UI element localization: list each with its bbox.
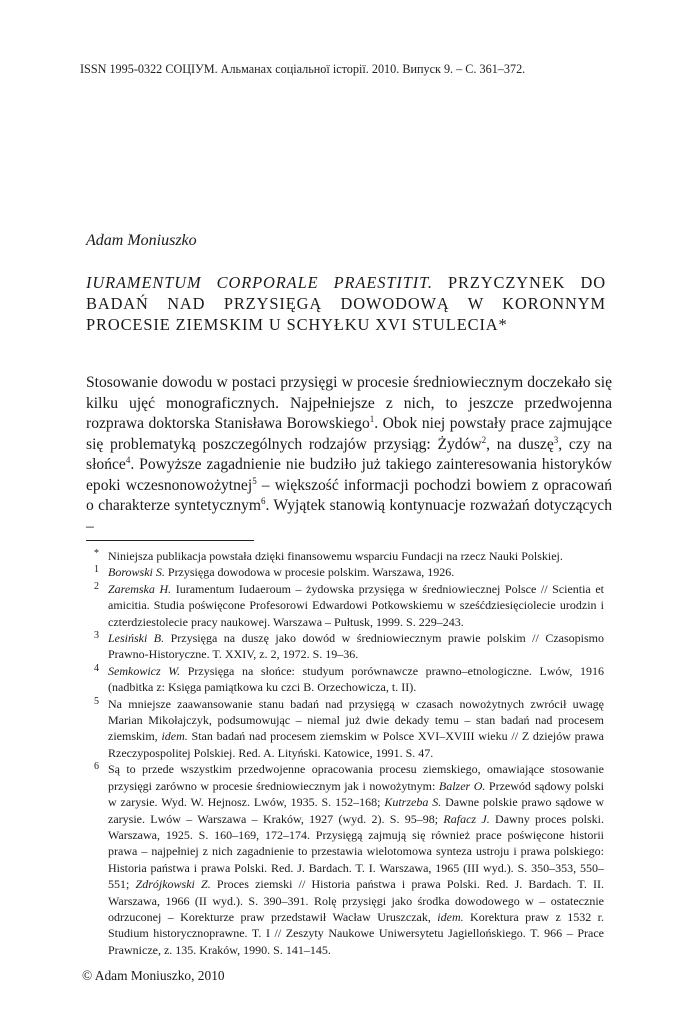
footnote-text: Iuramentum Iudaeroum – żydowska przysięga w średniowiecznej Polsce // Scientia et amicitia. Studia poświęcone Profesorowi Edwardowi Potkowskiemu w sześćdziesięciolecie urodzin i czterdziestolecie pracy naukowej. Warszawa – Pułtusk, 1999. S. 229–243.	[108, 581, 604, 629]
footnote-1	[92, 564, 604, 580]
footnote-star	[92, 548, 604, 564]
footnote-author: Balzer O.	[438, 778, 486, 793]
footnote-ref-4[interactable]: 4	[125, 454, 131, 465]
body-span: . Obok niej powstały prace zajmujące się problematyką poszczególnych rodzajów przysiąg: Żydów	[86, 415, 613, 453]
footnote-6	[92, 761, 604, 958]
footnote-text: Przewód sądowy polski w zarysie. Wyd. W. Hejnosz. Lwów, 1935. S. 152–168;	[108, 778, 604, 810]
footnote-author: Kutrzeba S.	[384, 795, 442, 810]
body-span: . Powyższe zagadnienie nie budziło już takiego zainteresowania historyków epoki wczesnonowożytnej	[86, 456, 612, 494]
footnote-author: Lesiński B.	[108, 631, 165, 646]
footnote-author: Zaremska H.	[108, 581, 172, 596]
body-span: . Wyjątek stanowią kontynuacje rozważań dotyczących –	[86, 497, 612, 535]
footnote-text: Przysięga na słońce: studyum porównawcze prawno–etnologiczne. Lwów, 1916 (nadbitka z: Księga pamiątkowa ku czci B. Orzechowicza, t. II).	[108, 663, 604, 695]
footnote-3	[92, 630, 604, 663]
title-polish: PRZYCZYNEK DO BADAŃ NAD PRZYSIĘGĄ DOWODOWĄ W KORONNYM PROCESIE ZIEMSKIM U SCHYŁKU XVI STULECIA	[86, 273, 606, 334]
body-span: , na duszę	[486, 435, 554, 453]
body-span: Stosowanie dowodu w postaci przysięgi w procesie średniowiecznym doczekało się kilku ujęć monograficznych. Najpełniejsze z nich, to jeszcze przedwojenna rozprawa doktorska Stanisława Borowskiego	[86, 374, 612, 432]
footnote-author: Semkowicz W.	[108, 663, 181, 678]
footnote-2	[92, 581, 604, 630]
footnote-text: Korektura praw z 1532 r. Studium historycznoprawne. T. I // Zeszyty Naukowe Uniwersytetu Jagiellońskiego. T. 966 – Prace Prawnicze, z. 135. Kraków, 1990. S. 141–145.	[108, 909, 604, 957]
author-name: Adam Moniuszko	[86, 232, 197, 249]
footnote-text: Niniejsza publikacja powstała dzięki finansowemu wsparciu Fundacji na rzecz Nauki Polskiej.	[108, 549, 563, 563]
footnote-idem: idem.	[161, 729, 188, 744]
footnote-ref-6[interactable]: 6	[260, 495, 266, 506]
footnote-ref-1[interactable]: 1	[369, 413, 375, 424]
footnote-idem: idem.	[437, 909, 464, 924]
footnote-ref-5[interactable]: 5	[252, 475, 257, 486]
footnote-text: Dawny proces polski. Warszawa, 1925. S. 160–169, 172–174. Przysięgą zajmują się również prace poświęcone historii prawa – najpełniej z nich zagadnienie to przestawia wielotomowa synteza ustroju i prawa polskiego: Historia państwa i prawa Polski. Red. J. Bardach. T. I. Warszawa, 1965 (III wyd.). S. 350–353, 550–551;	[108, 811, 604, 892]
footnote-text: Są to przede wszystkim przedwojenne opracowania procesu ziemskiego, omawiające stosowanie przysięgi zarówno w procesie średniowiecznym jak i nowożytnym:	[108, 762, 604, 793]
body-text	[86, 373, 612, 537]
footnote-text: Stan badań nad procesem ziemskim w Polsce XVI–XVIII wieku // Z dziejów prawa Rzeczypospolitej Polskiej. Red. A. Lityński. Katowice, 1991. S. 47.	[108, 729, 604, 760]
body-span: , czy na słońce	[86, 435, 612, 473]
title-marker: *	[498, 315, 508, 334]
journal-header: ISSN 1995-0322 СОЦІУМ. Альманах соціальної історії. 2010. Випуск 9. – С. 361–372.	[80, 62, 526, 76]
footnote-marker: 1	[94, 564, 99, 576]
footnote-marker: 4	[94, 662, 99, 674]
title-latin: IURAMENTUM CORPORALE PRAESTITIT.	[86, 273, 433, 292]
footnote-text: Na mniejsze zaawansowanie stanu badań nad przysięgą w czasach nowożytnych zwrócił uwagę Marian Mikołajczyk, podsumowując – niemal już dwie dekady temu – stan badań nad procesem ziemskim,	[108, 696, 604, 744]
footnotes	[92, 548, 604, 958]
footnote-author: Zdrójkowski Z.	[135, 877, 211, 892]
footnote-ref-2[interactable]: 2	[481, 434, 487, 445]
footnote-4	[92, 663, 604, 696]
footnote-text: Proces ziemski // Historia państwa i prawa Polski. Red. J. Bardach. T. II. Warszawa, 1966 (II wyd.). S. 390–391. Rolę przysięgi jako środka dowodowego w – ostatecznie odrzuconej – Korekturze praw przedstawił Wacław Uruszczak,	[108, 877, 604, 924]
footnote-text: Przysięga na duszę jako dowód w średniowiecznym prawie polskim // Czasopismo Prawno-Historyczne. T. XXIV, z. 2, 1972. S. 19–36.	[108, 631, 604, 662]
footnote-marker: 6	[94, 761, 99, 773]
footnote-divider	[86, 540, 254, 541]
footnote-author: Rafacz J.	[443, 811, 490, 826]
footnote-author: Borowski S.	[108, 565, 165, 580]
footnote-text: Przysięga dowodowa w procesie polskim. Warszawa, 1926.	[164, 565, 455, 580]
footnote-ref-3[interactable]: 3	[553, 434, 559, 445]
footnote-5	[92, 696, 604, 762]
footnote-marker: *	[94, 548, 99, 559]
copyright-notice: © Adam Moniuszko, 2010	[82, 968, 225, 983]
body-paragraph	[86, 373, 612, 537]
footnote-marker: 5	[94, 695, 99, 707]
footnote-text: Dawne polskie prawo sądowe w zarysie. Lwów – Warszawa – Kraków, 1927 (wyd. 2). S. 95–98;	[108, 795, 604, 826]
footnote-marker: 2	[94, 580, 99, 592]
article-title	[86, 272, 606, 335]
footnote-marker: 3	[94, 630, 99, 642]
body-span: – większość informacji pochodzi bowiem z opracowań o charakterze syntetycznym	[86, 476, 612, 514]
